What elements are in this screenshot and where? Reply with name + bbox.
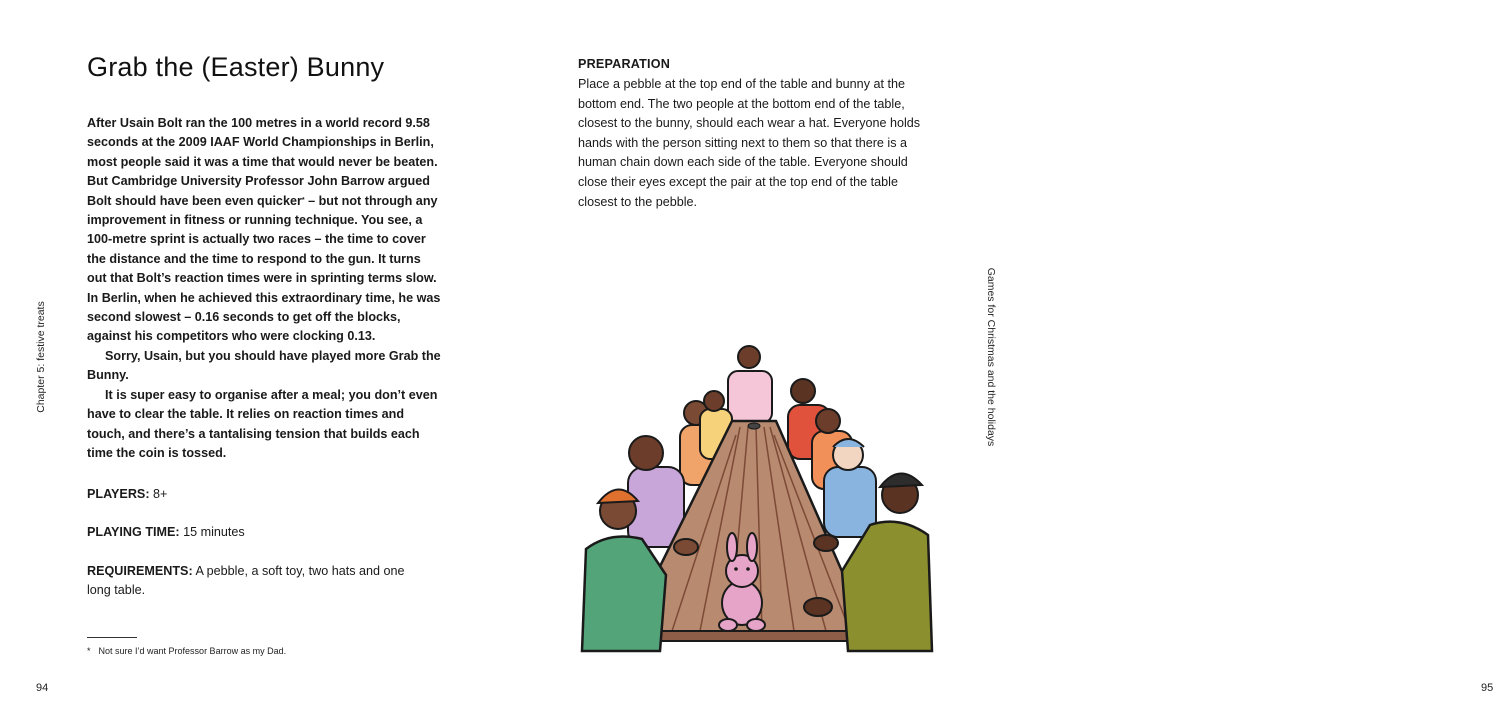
footnote-reference: * (301, 196, 305, 204)
playing-time-line (87, 523, 407, 542)
intro-paragraph-3: It is super easy to organise after a meal; you don’t even have to clear the table. It relies on reaction times and touch, and there’s a tantalising tension that builds each time the coin is tossed. (87, 387, 438, 460)
requirements-value: A pebble, a soft toy, two hats and one long table. (87, 564, 405, 598)
requirements-line (87, 562, 407, 601)
players-line (87, 485, 407, 504)
playing-time-value: 15 minutes (179, 525, 245, 539)
page-number-left: 94 (36, 682, 49, 694)
players-value: 8+ (149, 487, 168, 501)
preparation-heading: PREPARATION (578, 57, 670, 71)
person-standing-top (728, 346, 772, 423)
players-label: PLAYERS: (87, 487, 150, 501)
page-number-right: 95 (1481, 682, 1493, 694)
playing-time-label: PLAYING TIME: (87, 525, 180, 539)
dinner-table-illustration (580, 335, 932, 651)
requirements-label: REQUIREMENTS: (87, 564, 193, 578)
footnote-rule (87, 637, 137, 638)
running-head-left: Chapter 5: festive treats (35, 301, 47, 413)
intro-paragraph-1: After Usain Bolt ran the 100 metres in a world record 9.58 seconds at the 2009 IAAF World Championships in Berlin, most people said it was a time that would never be beaten. But Cambridge University Professor John Barrow argued Bolt should have been even quicker* – but not through any improvement in fitness or running technique. You see, a 100-metre sprint is actually two races – the time to cover the distance and the time to respond to the gun. It turns out that Bolt’s reaction times were in sprinting terms slow. In Berlin, when he achieved this extraordinary time, he was second slowest – 0.16 seconds to get off the blocks, against his competitors who were clocking 0.13. (87, 116, 441, 344)
game-title: Grab the (Easter) Bunny (87, 52, 385, 82)
person-lilac (628, 436, 684, 547)
left-page (0, 0, 510, 724)
intro-text (87, 114, 442, 463)
running-head-right: Games for Christmas and the holidays (985, 267, 997, 447)
footnote (87, 646, 286, 656)
intro-paragraph-2: Sorry, Usain, but you should have played more Grab the Bunny. (87, 348, 441, 383)
footnote-marker: * (87, 646, 91, 656)
preparation-text: Place a pebble at the top end of the table and bunny at the bottom end. The two people at the bottom end of the table, closest to the bunny, should each wear a hat. Everyone holds hands with the person sitting next to them so that there is a human chain down each side of the table. Everyone should close their eyes except the pair at the top end of the table closest to the pebble. (578, 77, 921, 209)
footnote-text: Not sure I’d want Professor Barrow as my Dad. (98, 646, 287, 656)
